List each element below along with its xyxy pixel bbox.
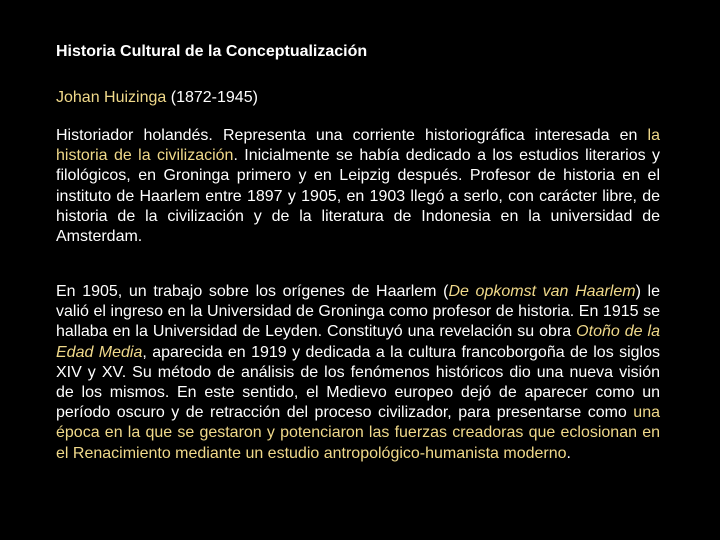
paragraph-biography bbox=[56, 126, 660, 247]
paragraph2-text-b: ) le valió el ingreso en la Universidad de Groninga como profesor de historia. En 1915 se hallaba en la Universidad de Leyden. Constituyó una revelación su obra bbox=[56, 283, 661, 341]
highlight-creative-forces: una época en la que se gestaron y potenciaron las fuerzas creadoras que eclosionan en el Renacimiento mediante un estudio antropológico-humanista moderno bbox=[56, 404, 660, 462]
work-title-otono: Otoño de la Edad Media bbox=[56, 323, 660, 361]
paragraph-work bbox=[56, 282, 660, 464]
author-years: (1872-1945) bbox=[170, 89, 258, 106]
author-name: Johan Huizinga bbox=[56, 89, 167, 106]
paragraph2-text-a: En 1905, un trabajo sobre los orígenes de Haarlem ( bbox=[56, 283, 449, 300]
paragraph2-text-c: , aparecida en 1919 y dedicada a la cultura francoborgoña de los siglos XIV y XV. Su método de análisis de los fenómenos históricos dio una nueva visión de los mismos. En este sentido, el Medievo europeo dejó de aparecer como un período oscuro y de retracción del proceso civilizador, para presentarse como bbox=[56, 343, 661, 422]
work-title-haarlem: De opkomst van Haarlem bbox=[448, 283, 636, 300]
author-line bbox=[56, 89, 258, 107]
paragraph2-text-d: . bbox=[566, 444, 571, 462]
paragraph1-text-b: . Inicialmente se había dedicado a los estudios literarios y filológicos, en Groninga primero y en Leipzig después. Profesor de historia en el instituto de Haarlem entre 1897 y 1905, en 1903 llegó a serlo, con carácter libre, de historia de la civilización y de la literatura de Indonesia en la universidad de Amsterdam. bbox=[56, 147, 660, 246]
paragraph1-text-a: Historiador holandés. Representa una corriente historiográfica interesada en bbox=[56, 127, 648, 144]
highlight-civilization-history: la historia de la civilización bbox=[56, 127, 660, 165]
slide-title: Historia Cultural de la Conceptualización bbox=[56, 43, 368, 60]
